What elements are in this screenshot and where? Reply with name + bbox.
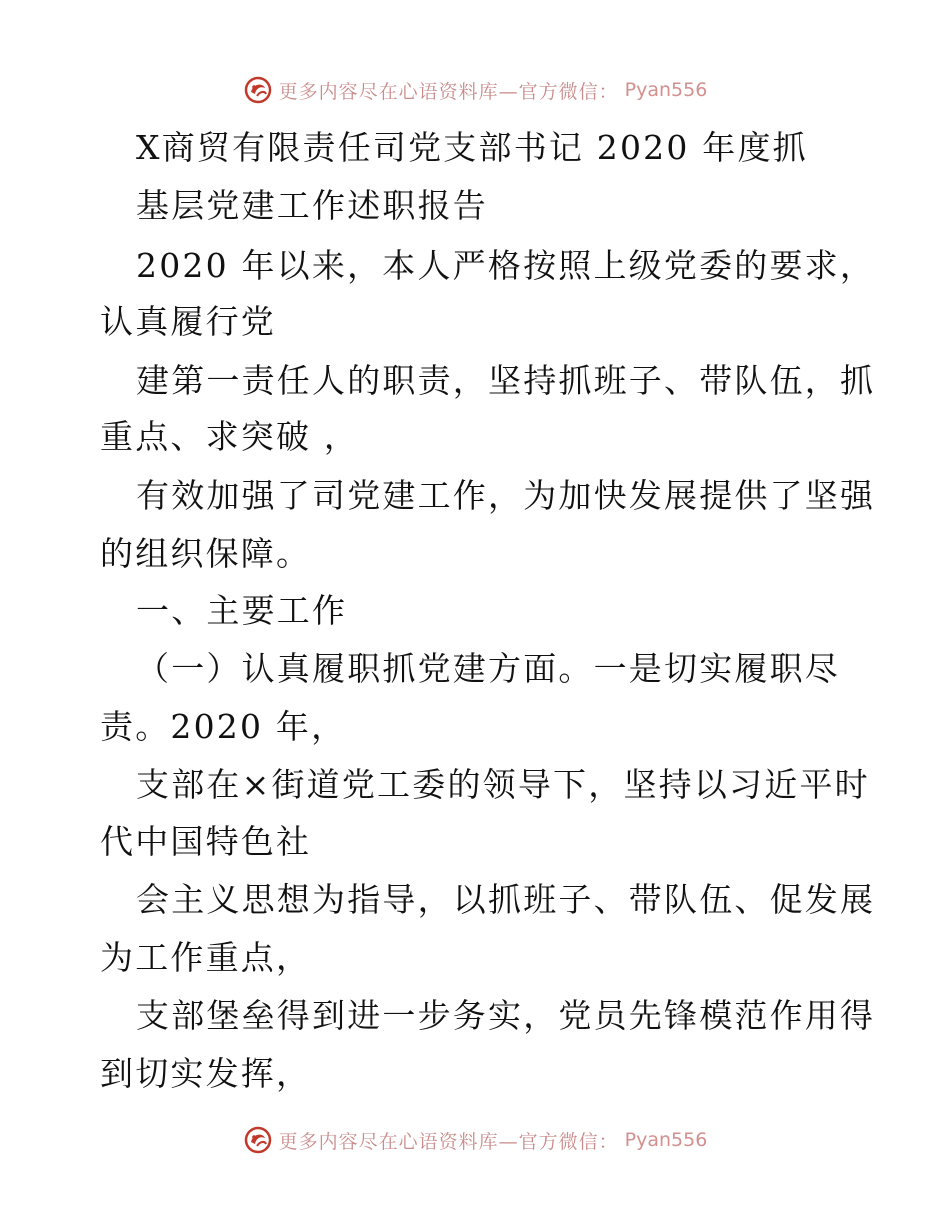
doc-paragraph-line: 为工作重点，	[100, 938, 312, 977]
doc-paragraph-line: （一）认真履职抓党建方面。一是切实履职尽	[136, 649, 840, 688]
doc-paragraph-line: 建第一责任人的职责，坚持抓班子、带队伍，抓	[136, 361, 876, 400]
footer-banner-contact: Pyan556	[624, 1129, 708, 1151]
red-swirl-logo-icon	[243, 1125, 273, 1155]
header-banner	[0, 70, 950, 110]
doc-paragraph-line: 认真履行党	[100, 302, 276, 341]
doc-paragraph-line: 支部堡垒得到进一步务实，党员先锋模范作用得	[136, 996, 876, 1035]
footer-banner-text: 更多内容尽在心语资料库—官方微信：	[278, 1130, 619, 1153]
doc-title-line-1: X商贸有限责任司党支部书记 2020 年度抓	[136, 128, 808, 167]
footer-banner	[0, 1120, 950, 1160]
doc-paragraph-line: 2020 年以来，本人严格按照上级党委的要求，	[136, 246, 876, 285]
doc-paragraph-line: 会主义思想为指导，以抓班子、带队伍、促发展	[136, 880, 876, 919]
doc-paragraph-line: 到切实发挥，	[100, 1054, 312, 1093]
header-banner-text: 更多内容尽在心语资料库—官方微信：	[278, 80, 619, 103]
doc-paragraph-line: 代中国特色社	[100, 822, 312, 861]
doc-paragraph-line: 有效加强了司党建工作，为加快发展提供了坚强	[136, 476, 876, 515]
doc-paragraph-line: 责。2020 年，	[100, 707, 347, 746]
red-swirl-logo-icon	[243, 75, 273, 105]
doc-paragraph-line: 支部在×街道党工委的领导下，坚持以习近平时	[136, 765, 870, 804]
header-banner-contact: Pyan556	[624, 79, 708, 101]
doc-title-line-2: 基层党建工作述职报告	[136, 186, 488, 225]
doc-paragraph-line: 重点、求突破 ，	[100, 417, 360, 456]
doc-paragraph-line: 的组织保障。	[100, 534, 312, 573]
doc-section-heading: 一、主要工作	[136, 591, 348, 630]
